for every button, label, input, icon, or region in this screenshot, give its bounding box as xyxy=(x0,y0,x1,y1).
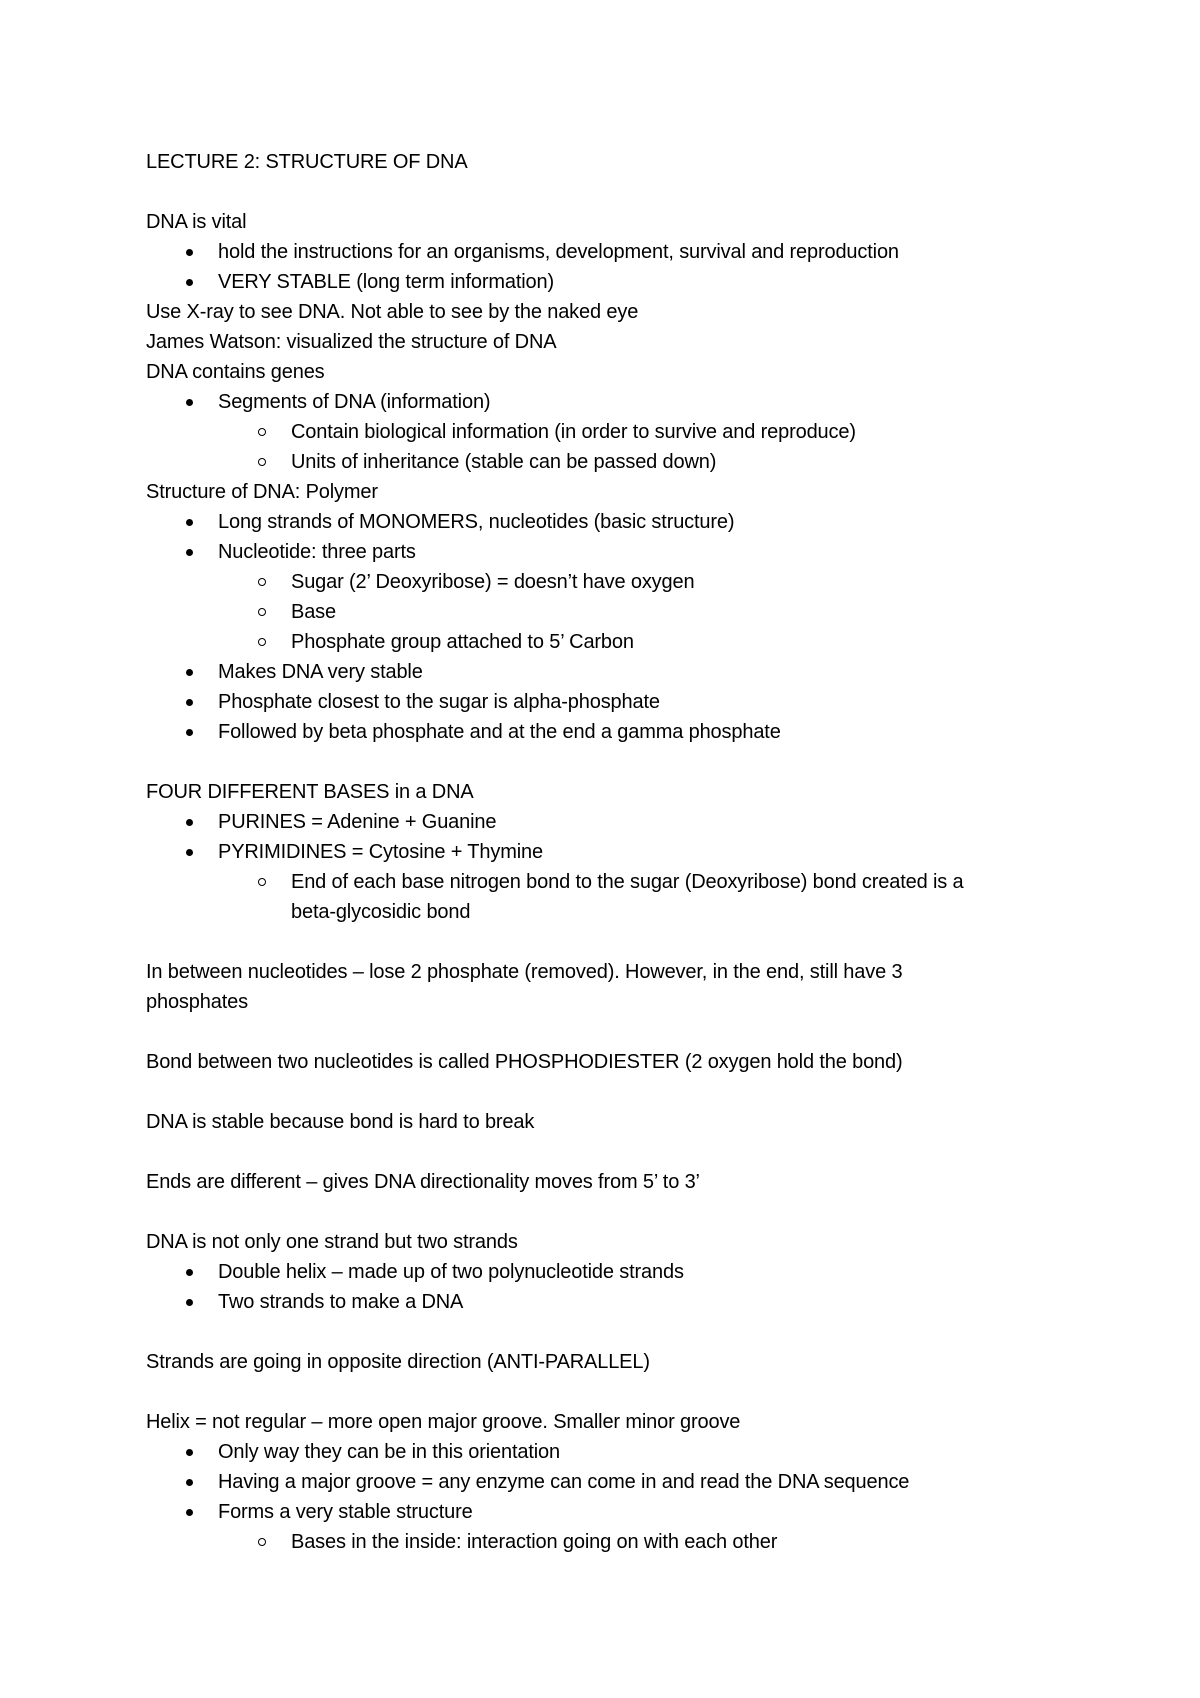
paragraph-line: James Watson: visualized the structure of DNA xyxy=(146,331,557,353)
circle-bullet-icon xyxy=(255,867,269,897)
section-heading: Structure of DNA: Polymer xyxy=(146,481,378,503)
paragraph-line: Strands are going in opposite direction (ANTI-PARALLEL) xyxy=(146,1351,650,1373)
section-heading: Helix = not regular – more open major groove. Smaller minor groove xyxy=(146,1411,741,1433)
list-item: Segments of DNA (information) xyxy=(218,391,491,413)
list-item: Double helix – made up of two polynucleotide strands xyxy=(218,1261,684,1283)
bullet-icon xyxy=(184,837,194,867)
paragraph-line: Bond between two nucleotides is called PHOSPHODIESTER (2 oxygen hold the bond) xyxy=(146,1051,903,1073)
sub-list-item: End of each base nitrogen bond to the sugar (Deoxyribose) bond created is a xyxy=(291,871,964,893)
bullet-icon xyxy=(184,387,194,417)
list-item: PYRIMIDINES = Cytosine + Thymine xyxy=(218,841,543,863)
paragraph-line: In between nucleotides – lose 2 phosphate (removed). However, in the end, still have 3 xyxy=(146,961,903,983)
circle-bullet-icon xyxy=(255,567,269,597)
bullet-icon xyxy=(184,1497,194,1527)
bullet-icon xyxy=(184,507,194,537)
circle-bullet-icon xyxy=(255,1527,269,1557)
sub-list-item: Sugar (2’ Deoxyribose) = doesn’t have oxygen xyxy=(291,571,695,593)
list-item: Nucleotide: three parts xyxy=(218,541,416,563)
list-item: Only way they can be in this orientation xyxy=(218,1441,560,1463)
list-item: Forms a very stable structure xyxy=(218,1501,473,1523)
paragraph-line: Use X-ray to see DNA. Not able to see by the naked eye xyxy=(146,301,639,323)
section-heading: FOUR DIFFERENT BASES in a DNA xyxy=(146,781,474,803)
circle-bullet-icon xyxy=(255,597,269,627)
sub-list-item: Units of inheritance (stable can be passed down) xyxy=(291,451,717,473)
sub-list-item: Phosphate group attached to 5’ Carbon xyxy=(291,631,634,653)
bullet-icon xyxy=(184,1467,194,1497)
list-item: Phosphate closest to the sugar is alpha-phosphate xyxy=(218,691,660,713)
sub-list-item: Bases in the inside: interaction going on with each other xyxy=(291,1531,778,1553)
section-heading: DNA is vital xyxy=(146,211,247,233)
list-item: Two strands to make a DNA xyxy=(218,1291,464,1313)
section-heading: DNA contains genes xyxy=(146,361,325,383)
bullet-icon xyxy=(184,1287,194,1317)
sub-list-item: Base xyxy=(291,601,336,623)
bullet-icon xyxy=(184,687,194,717)
section-heading: DNA is not only one strand but two strands xyxy=(146,1231,518,1253)
list-item: VERY STABLE (long term information) xyxy=(218,271,555,293)
bullet-icon xyxy=(184,537,194,567)
list-item: Followed by beta phosphate and at the end a gamma phosphate xyxy=(218,721,781,743)
circle-bullet-icon xyxy=(255,627,269,657)
list-item: Having a major groove = any enzyme can come in and read the DNA sequence xyxy=(218,1471,910,1493)
bullet-icon xyxy=(184,1257,194,1287)
circle-bullet-icon xyxy=(255,447,269,477)
paragraph-line: Ends are different – gives DNA directionality moves from 5’ to 3’ xyxy=(146,1171,700,1193)
page-title: LECTURE 2: STRUCTURE OF DNA xyxy=(146,151,468,173)
bullet-icon xyxy=(184,807,194,837)
bullet-icon xyxy=(184,657,194,687)
circle-bullet-icon xyxy=(255,417,269,447)
bullet-icon xyxy=(184,1437,194,1467)
list-item: Long strands of MONOMERS, nucleotides (basic structure) xyxy=(218,511,735,533)
list-item: PURINES = Adenine + Guanine xyxy=(218,811,497,833)
paragraph-line: phosphates xyxy=(146,991,248,1013)
paragraph-line: DNA is stable because bond is hard to break xyxy=(146,1111,535,1133)
list-item: hold the instructions for an organisms, development, survival and reproduction xyxy=(218,241,899,263)
bullet-icon xyxy=(184,267,194,297)
list-item: Makes DNA very stable xyxy=(218,661,423,683)
bullet-icon xyxy=(184,717,194,747)
bullet-icon xyxy=(184,237,194,267)
sub-list-item: Contain biological information (in order to survive and reproduce) xyxy=(291,421,856,443)
sub-list-item-continued: beta-glycosidic bond xyxy=(291,901,471,923)
